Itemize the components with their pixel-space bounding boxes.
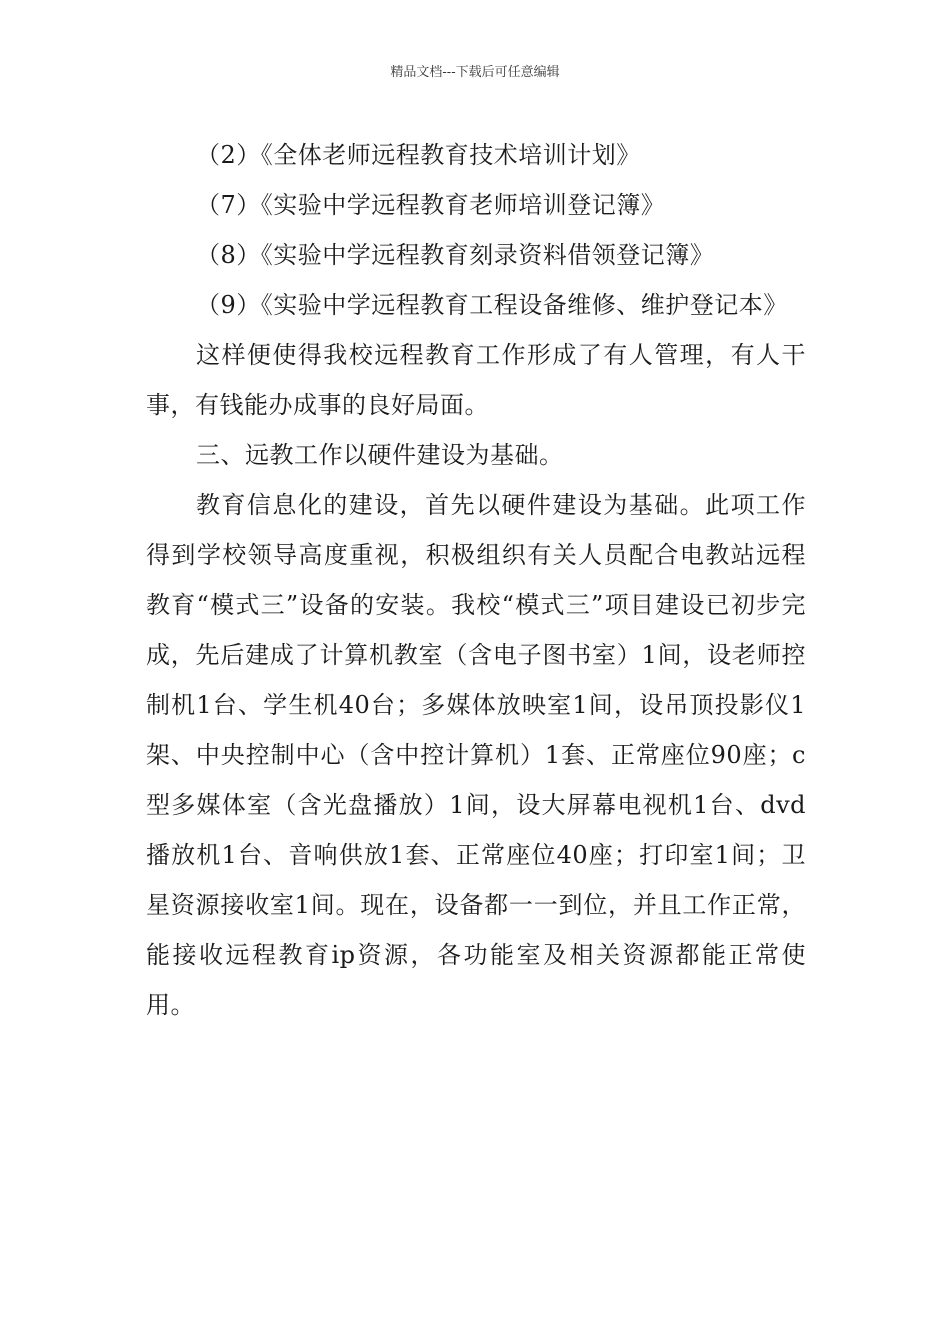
section-heading-3: 三、远教工作以硬件建设为基础。	[196, 441, 564, 469]
hardware-paragraph: 教育信息化的建设，首先以硬件建设为基础。此项工作得到学校领导高度重视，积极组织有关人员配合电教站远程教育“模式三”设备的安装。我校“模式三”项目建设已初步完成，先后建成了计算机教室（含电子图书室）1间，设老师控制机1台、学生机40台；多媒体放映室1间，设吊顶投影仪1架、中央控制中心（含中控计算机）1套、正常座位90座；c型多媒体室（含光盘播放）1间，设大屏幕电视机1台、dvd播放机1台、音响供放1套、正常座位40座；打印室1间；卫星资源接收室1间。现在，设备都一一到位，并且工作正常，能接收远程教育ip资源，各功能室及相关资源都能正常使用。	[146, 491, 806, 1019]
list-item-9: （9）《实验中学远程教育工程设备维修、维护登记本》	[196, 291, 788, 319]
list-item-8: （8）《实验中学远程教育刻录资料借领登记簿》	[196, 241, 715, 269]
list-item-2: （2）《全体老师远程教育技术培训计划》	[196, 141, 641, 169]
document-body	[146, 130, 806, 1030]
summary-paragraph: 这样便使得我校远程教育工作形成了有人管理，有人干事，有钱能办成事的良好局面。	[146, 341, 806, 419]
list-item-7: （7）《实验中学远程教育老师培训登记簿》	[196, 191, 666, 219]
page-header: 精品文档---下载后可任意编辑	[390, 65, 560, 80]
